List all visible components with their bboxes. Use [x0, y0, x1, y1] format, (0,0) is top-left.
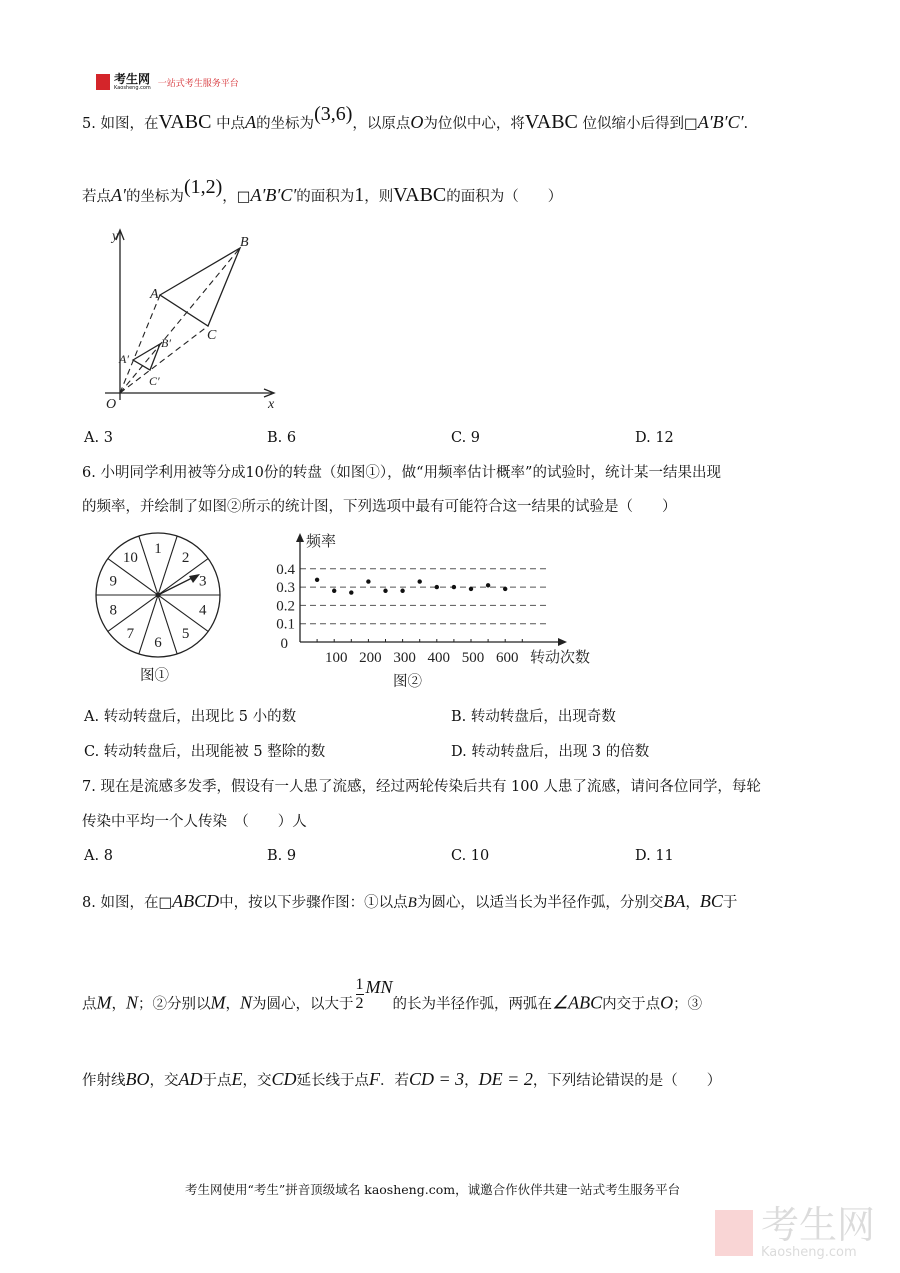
watermark: [715, 1205, 875, 1260]
q6-option-d[interactable]: D. 转动转盘后，出现 3 的倍数: [451, 744, 650, 760]
label-a: A: [150, 287, 159, 302]
data-point: [332, 589, 336, 593]
q5-line1: 5. 如图，在VABC 中点A的坐标为(3,6)，以原点O为位似中心，将VABC 位似缩小后得到□A′B′C′.: [82, 103, 749, 133]
fraction-var: MN: [365, 976, 393, 997]
y-tick-label: 0.2: [276, 598, 295, 615]
data-point: [383, 589, 387, 593]
label-o: O: [106, 397, 117, 412]
data-point: [452, 585, 456, 589]
y-arrow-icon: [296, 533, 304, 542]
spinner-number: 3: [198, 573, 207, 590]
q6-line1: 6. 小明同学利用被等分成10份的转盘（如图①），做“用频率估计概率”的试验时，统计某一结果出现: [82, 465, 721, 481]
q8-line2: 点M，N；②分别以M，N为圆心，以大于 $\frac{1}{2}$ MN的长为半径作弧，两弧在∠ABC内交于点O；③: [82, 976, 703, 1013]
x-tick-label: 400: [427, 650, 451, 666]
spinner-number: 8: [109, 602, 118, 619]
q5-option-c[interactable]: C. 9: [451, 430, 481, 446]
y-tick-label: 0: [280, 636, 288, 652]
label-x: x: [268, 397, 275, 412]
x-axis-label: 转动次数: [530, 650, 591, 666]
data-point: [503, 587, 507, 591]
x-tick-label: 200: [359, 650, 382, 666]
q7-option-a[interactable]: A. 8: [84, 848, 113, 864]
x-arrow-icon: [558, 638, 567, 646]
logo-name: 考生网: [114, 72, 151, 86]
frequency-chart: [260, 530, 605, 668]
spinner-figure: [0, 520, 260, 662]
triangle-abc: [160, 248, 240, 326]
spinner-number: 2: [181, 549, 190, 566]
q6-option-c[interactable]: C. 转动转盘后，出现能被 5 整除的数: [84, 744, 326, 760]
watermark-domain: Kaosheng.com: [761, 1245, 857, 1260]
data-point: [469, 587, 473, 591]
label-y: y: [112, 229, 119, 244]
q5-line2: 若点A′的坐标为(1,2)，□A′B′C′的面积为1，则VABC的面积为（ ）: [82, 176, 563, 206]
data-point: [315, 578, 319, 582]
spinner-number: 5: [181, 626, 190, 643]
spinner-number: 9: [109, 573, 118, 590]
data-point: [435, 585, 439, 589]
spinner-number: 6: [154, 635, 162, 651]
q5-option-d[interactable]: D. 12: [635, 430, 674, 446]
data-point: [400, 589, 404, 593]
q7-option-d[interactable]: D. 11: [635, 848, 674, 864]
q5-option-a[interactable]: A. 3: [84, 430, 113, 446]
x-tick-label: 300: [393, 650, 416, 666]
q5-figure: [0, 0, 900, 430]
data-point: [349, 590, 353, 594]
fraction-half: $\frac{1}{2}$: [355, 976, 364, 1012]
label-c: C: [207, 328, 217, 343]
x-tick-label: 600: [495, 650, 519, 666]
watermark-name: 考生网: [761, 1203, 876, 1247]
spinner-number: 7: [126, 626, 135, 643]
spinner-number: 1: [154, 541, 162, 557]
dashed-line-ob: [120, 248, 240, 393]
y-tick-label: 0.1: [276, 616, 295, 633]
chart-caption: 图②: [393, 674, 422, 690]
data-point: [418, 579, 422, 583]
label-a-prime: A′: [119, 352, 129, 366]
x-tick-label: 500: [461, 650, 485, 666]
q7-option-b[interactable]: B. 9: [267, 848, 297, 864]
label-c-prime: C′: [149, 374, 160, 388]
y-tick-label: 0.4: [276, 561, 295, 578]
spinner-number: 10: [122, 549, 138, 566]
x-tick-label: 100: [324, 650, 348, 666]
q6-line2: 的频率，并绘制了如图②所示的统计图，下列选项中最有可能符合这一结果的试验是（ ）: [82, 499, 677, 515]
y-tick-label: 0.3: [276, 580, 295, 597]
q6-option-b[interactable]: B. 转动转盘后，出现奇数: [451, 709, 616, 725]
q7-option-c[interactable]: C. 10: [451, 848, 490, 864]
label-b-prime: B′: [161, 336, 171, 350]
footer-text: 考生网使用“考生”拼音顶级域名 kaosheng.com，诚邀合作伙伴共建一站式考生服务平台: [185, 1182, 681, 1197]
q6-option-a[interactable]: A. 转动转盘后，出现比 5 小的数: [84, 709, 297, 725]
q8-line1: 8. 如图，在□ABCD中，按以下步骤作图：①以点B为圆心，以适当长为半径作弧，分别交BA，BC于: [82, 891, 738, 911]
label-b: B: [240, 235, 249, 250]
header-slogan: 一站式考生服务平台: [157, 78, 239, 89]
watermark-logo-icon: [715, 1210, 753, 1256]
q5-option-b[interactable]: B. 6: [267, 430, 297, 446]
spinner-caption: 图①: [140, 668, 169, 684]
q8-line3: 作射线BO，交AD于点E，交CD延长线于点F．若CD = 3，DE = 2，下列结论错误的是（ ）: [82, 1069, 722, 1089]
data-point: [486, 583, 490, 587]
data-point: [366, 579, 370, 583]
spinner-number: 4: [198, 602, 207, 619]
y-axis-label: 频率: [306, 534, 337, 550]
spinner-center: [156, 593, 161, 598]
q7-line2: 传染中平均一个人传染 （ ）人: [82, 814, 307, 830]
q7-line1: 7. 现在是流感多发季，假设有一人患了流感，经过两轮传染后共有 100 人患了流感，请问各位同学，每轮: [82, 779, 761, 795]
logo-domain: Kaosheng.com: [114, 85, 151, 91]
